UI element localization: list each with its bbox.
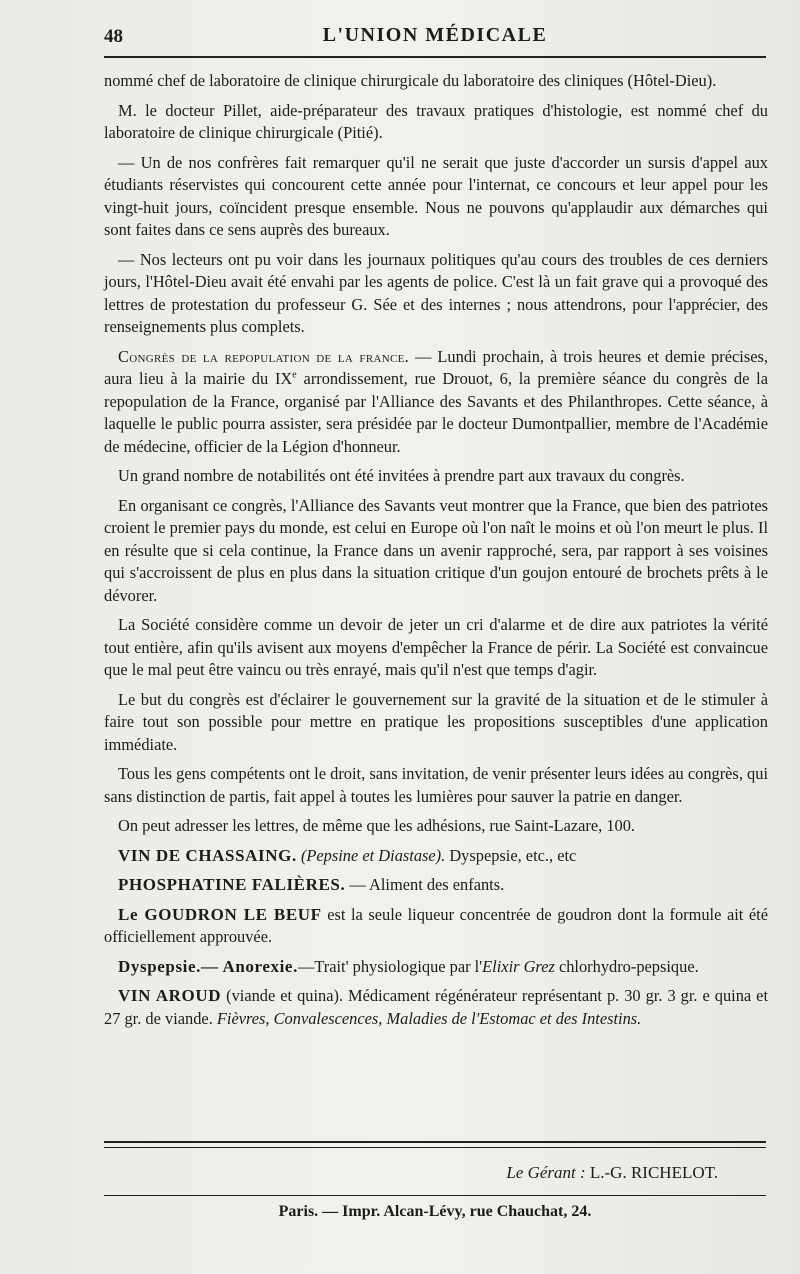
gerant-label: Le Gérant : xyxy=(506,1163,590,1182)
congres-lead: — Lundi prochain, à trois heures et demie précises, aura lieu à la mairie du IX xyxy=(104,346,768,388)
footer-rule xyxy=(104,1147,766,1148)
advertisement xyxy=(104,874,768,897)
ad-product-name: Le GOUDRON LE BEUF xyxy=(118,904,322,924)
footer-rule xyxy=(104,1141,766,1143)
ad-product-name: Dyspepsie.— Anorexie. xyxy=(118,956,298,976)
paragraph: Un grand nombre de notabilités ont été invitées à prendre part aux travaux du congrès. xyxy=(118,466,685,485)
congres-rest: arrondissement, rue Drouot, 6, la première séance du congrès de la repopulation de la France, organisé par l'Alliance des Savants et des Philanthropes. Cette séance, à laquelle le public pourra assister, sera présidée par le docteur Dumontpallier, membre de l'Académie de médecine, officier de la Légion d'honneur. xyxy=(104,369,768,456)
paragraph: Tous les gens compétents ont le droit, sans invitation, de venir présenter leurs idées au congrès, qui sans distinction de partis, fait appel à toutes les lumières pour sauver la patrie en danger. xyxy=(104,764,768,806)
ad-text: (viande et quina). Médicament régénérateur représentant p. 30 gr. 3 gr. e quina et 27 gr. de viande. xyxy=(104,986,768,1028)
advertisement xyxy=(104,956,768,979)
ad-text: —Trait' physiologique par l' xyxy=(297,956,483,976)
paragraph: On peut adresser les lettres, de même que les adhésions, rue Saint-Lazare, 100. xyxy=(118,816,636,835)
ad-italic: Elixir Grez xyxy=(482,956,555,976)
header-rule xyxy=(104,56,766,58)
congres-superscript: e xyxy=(292,369,297,381)
gerant-signature xyxy=(506,1163,718,1183)
page-number: 48 xyxy=(104,26,123,47)
advertisement xyxy=(104,904,768,949)
ad-product-name: PHOSPHATINE FALIÈRES. xyxy=(118,875,346,894)
printer-imprint: Paris. — Impr. Alcan-Lévy, rue Chauchat, 24. xyxy=(278,1203,592,1220)
imprint-rule xyxy=(104,1195,766,1196)
journal-title: L'UNION MÉDICALE xyxy=(322,24,548,46)
paragraph: nommé chef de laboratoire de clinique chirurgicale du laboratoire des cliniques (Hôtel-Dieu). xyxy=(104,71,717,90)
congres-heading: Congrès de la repopulation de la france. xyxy=(118,346,410,366)
ad-product-name: VIN DE CHASSAING. xyxy=(118,845,297,865)
gerant-name: L.-G. RICHELOT. xyxy=(589,1163,718,1182)
paragraph: — Nos lecteurs ont pu voir dans les journaux politiques qu'au cours des troubles de ces derniers jours, l'Hôtel-Dieu avait été envahi par les agents de police. C'est là un fait grave qui a provoqué des lettres de protestation du professeur G. Sée et des internes ; nous attendrons, pour l'apprécier, des renseignements plus complets. xyxy=(104,249,768,336)
advertisement xyxy=(104,985,768,1030)
ad-text: chlorhydro-pepsique. xyxy=(554,956,699,976)
paragraph: La Société considère comme un devoir de jeter un cri d'alarme et de dire aux patriotes la vérité tout entière, afin qu'ils avisent aux moyens d'empêcher la France de périr. La Société est convaincue que le mal peut être vaincu ou très enrayé, mais qu'il n'est que temps d'agir. xyxy=(104,615,768,679)
ad-text: Dyspepsie, etc., etc xyxy=(445,845,577,865)
ad-italic: Fièvres, Convalescences, Maladies de l'Estomac et des Intestins. xyxy=(216,1008,642,1028)
ad-text: — Aliment des enfants. xyxy=(345,875,505,894)
paragraph: En organisant ce congrès, l'Alliance des Savants veut montrer que la France, que bien des patriotes croient le premier pays du monde, est celui en Europe où l'on naît le moins et où l'on meurt le plus. Il en résulte que si cela continue, la France dans un avenir rapproché, sera, par rapport à ses voisines qui s'accroissent de plus en plus dans la situation critique d'un goujon entouré de brochets prêts à le dévorer. xyxy=(104,495,768,605)
paragraph: — Un de nos confrères fait remarquer qu'il ne serait que juste d'accorder un sursis d'appel aux étudiants réservistes qui concourent cette année pour l'internat, ce concours et leur appel pour les vingt-huit jours, coïncident presque ensemble. Nous ne pouvons qu'applaudir aux démarches qui sont faites dans ce sens auprès des bureaux. xyxy=(104,152,768,239)
article-body xyxy=(104,70,768,1037)
paragraph: Le but du congrès est d'éclairer le gouvernement sur la gravité de la situation et de le stimuler à faire tout son possible pour mettre en pratique les propositions susceptibles d'une application immédiate. xyxy=(104,689,768,754)
advertisement xyxy=(104,845,768,868)
congres-paragraph xyxy=(104,346,768,459)
ad-italic: (Pepsine et Diastase). xyxy=(300,845,446,865)
ad-product-name: VIN AROUD xyxy=(118,986,222,1005)
page-header xyxy=(104,22,766,50)
ad-text: est la seule liqueur concentrée de goudron dont la formule ait été officiellement approuvée. xyxy=(104,904,768,946)
paragraph: M. le docteur Pillet, aide-préparateur des travaux pratiques d'histologie, est nommé chef du laboratoire de clinique chirurgicale (Pitié). xyxy=(104,100,768,142)
